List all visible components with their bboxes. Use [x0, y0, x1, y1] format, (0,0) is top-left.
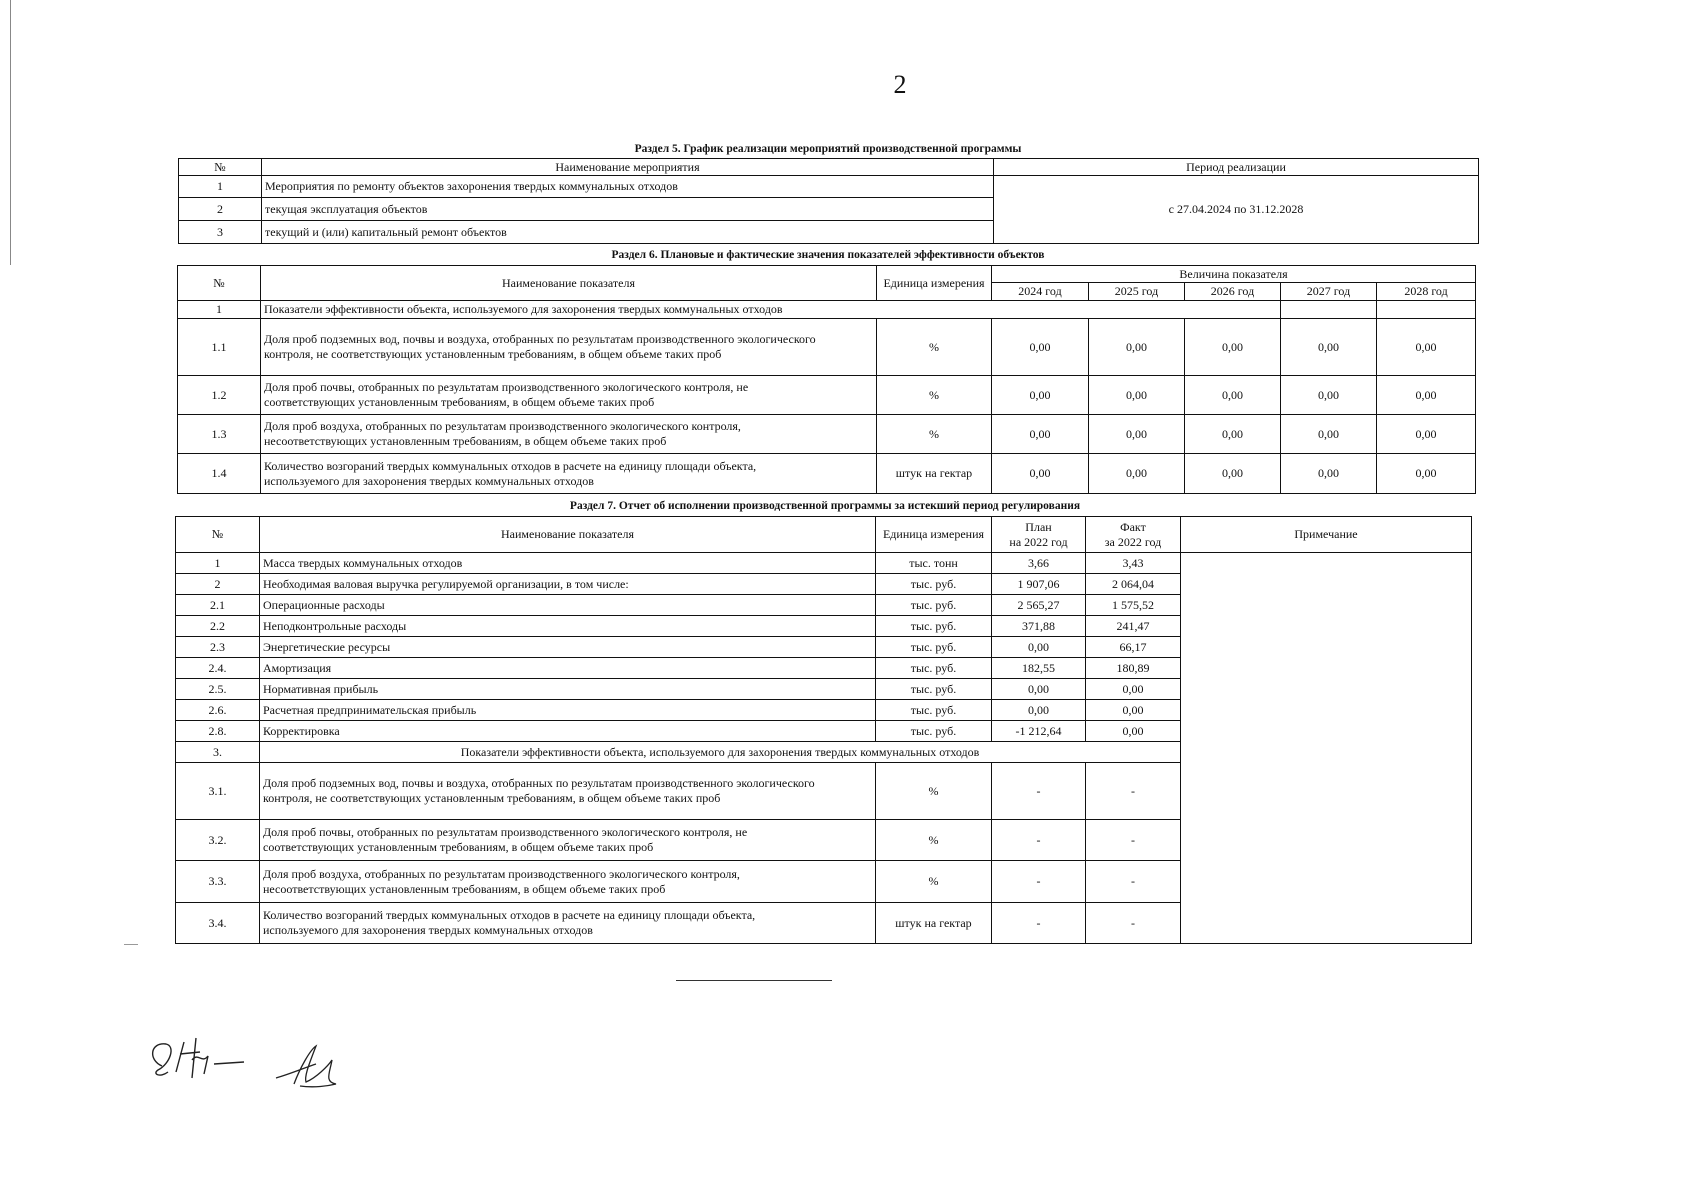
s6-row-value: 0,00: [1377, 376, 1476, 415]
s7-row-fact: 0,00: [1086, 721, 1181, 742]
s7-row-unit: тыс. руб.: [876, 658, 992, 679]
s7-row-plan: 0,00: [992, 679, 1086, 700]
s7-row-name: Амортизация: [260, 658, 876, 679]
s7-row-name: Доля проб почвы, отобранных по результатам производственного экологического контроля, не соответствующих установленным требованиям, в общем объеме таких проб: [260, 820, 876, 861]
s7-row-fact: 66,17: [1086, 637, 1181, 658]
s7-row-fact: -: [1086, 861, 1181, 903]
s7-row-name: Нормативная прибыль: [260, 679, 876, 700]
s7-row-fact: -: [1086, 820, 1181, 861]
s7-row-unit: %: [876, 763, 992, 820]
s6-group-empty-cell: [1281, 301, 1377, 319]
s7-row-unit: тыс. руб.: [876, 616, 992, 637]
s7-row-unit: тыс. руб.: [876, 700, 992, 721]
s6-row-value: 0,00: [1281, 415, 1377, 454]
s6-row-value: 0,00: [1281, 376, 1377, 415]
s7-header-fact: Факт за 2022 год: [1086, 517, 1181, 553]
s7-header-unit: Единица измерения: [876, 517, 992, 553]
s7-header-no: №: [176, 517, 260, 553]
s7-row-no: 3.1.: [176, 763, 260, 820]
s7-row-plan: 2 565,27: [992, 595, 1086, 616]
s7-row-fact: 3,43: [1086, 553, 1181, 574]
s7-row-fact: 241,47: [1086, 616, 1181, 637]
s7-row-plan: 0,00: [992, 637, 1086, 658]
s7-row-unit: тыс. тонн: [876, 553, 992, 574]
s5-row-no: 2: [179, 198, 262, 221]
s6-header-year: 2025 год: [1089, 283, 1185, 301]
section5-title: Раздел 5. График реализации мероприятий производственной программы: [634, 143, 1022, 155]
s7-row-unit: тыс. руб.: [876, 595, 992, 616]
s7-row-name: Операционные расходы: [260, 595, 876, 616]
section6-title: Раздел 6. Плановые и фактические значения показателей эффективности объектов: [611, 249, 1045, 261]
s7-row-no: 3.4.: [176, 903, 260, 944]
s6-row-no: 1.3: [178, 415, 261, 454]
s7-row-name: Доля проб воздуха, отобранных по результатам производственного экологического контроля, несоответствующих установленным требованиям, в общем объеме таких проб: [260, 861, 876, 903]
s6-row-value: 0,00: [1185, 415, 1281, 454]
s6-header-unit: Единица измерения: [877, 266, 992, 301]
s6-row-value: 0,00: [1377, 454, 1476, 494]
s7-header-name: Наименование показателя: [260, 517, 876, 553]
s6-row-value: 0,00: [1185, 319, 1281, 376]
s7-row-no: 2.2: [176, 616, 260, 637]
s6-row-value: 0,00: [992, 376, 1089, 415]
s7-row-no: 2.4.: [176, 658, 260, 679]
s5-header-no: №: [179, 159, 262, 176]
section6-table: [177, 265, 1476, 494]
s7-row-name: Количество возгораний твердых коммунальных отходов в расчете на единицу площади объекта, используемого для захоронения твердых коммунальных отходов: [260, 903, 876, 944]
s7-row-plan: 3,66: [992, 553, 1086, 574]
s6-header-no: №: [178, 266, 261, 301]
s6-group-no: 1: [178, 301, 261, 319]
s6-row-unit: %: [877, 376, 992, 415]
s6-header-value: Величина показателя: [992, 266, 1476, 283]
s7-row-unit: штук на гектар: [876, 903, 992, 944]
handwritten-signature-2: [270, 1038, 360, 1094]
s7-row-plan: 0,00: [992, 700, 1086, 721]
s5-header-period: Период реализации: [994, 159, 1479, 176]
s6-row-value: 0,00: [1089, 376, 1185, 415]
s7-header-note: Примечание: [1181, 517, 1472, 553]
s7-row-no: 2: [176, 574, 260, 595]
s6-row-no: 1.1: [178, 319, 261, 376]
s7-row-unit: %: [876, 820, 992, 861]
s6-row-unit: %: [877, 319, 992, 376]
footer-rule: [676, 980, 832, 981]
s6-row-value: 0,00: [1089, 319, 1185, 376]
s6-row-value: 0,00: [1377, 415, 1476, 454]
s7-row-name: Масса твердых коммунальных отходов: [260, 553, 876, 574]
s7-row-no: 2.1: [176, 595, 260, 616]
scan-edge-tick: [124, 944, 138, 945]
s7-row-plan: -1 212,64: [992, 721, 1086, 742]
s7-row-name: Расчетная предпринимательская прибыль: [260, 700, 876, 721]
s7-row-plan: -: [992, 820, 1086, 861]
s7-row-no: 3.2.: [176, 820, 260, 861]
s5-row-no: 1: [179, 176, 262, 198]
s5-row-name: Мероприятия по ремонту объектов захоронения твердых коммунальных отходов: [262, 176, 994, 198]
s7-row-fact: 180,89: [1086, 658, 1181, 679]
s6-row-value: 0,00: [1281, 319, 1377, 376]
s6-row-value: 0,00: [1281, 454, 1377, 494]
section7-title: Раздел 7. Отчет об исполнении производственной программы за истекший период регулирования: [569, 500, 1081, 512]
s6-header-year: 2026 год: [1185, 283, 1281, 301]
s7-row-name: Неподконтрольные расходы: [260, 616, 876, 637]
s6-row-name: Доля проб подземных вод, почвы и воздуха, отобранных по результатам производственного экологического контроля, не соответствующих установленным требованиям, в общем объеме таких проб: [261, 319, 877, 376]
s6-row-value: 0,00: [1185, 376, 1281, 415]
scan-edge-line: [10, 0, 11, 265]
s7-row-name: Корректировка: [260, 721, 876, 742]
s7-header-plan: План на 2022 год: [992, 517, 1086, 553]
s6-row-no: 1.4: [178, 454, 261, 494]
s7-row-name: Энергетические ресурсы: [260, 637, 876, 658]
s5-row-no: 3: [179, 221, 262, 244]
s7-row-fact: 0,00: [1086, 679, 1181, 700]
handwritten-signature-1: [140, 1030, 270, 1090]
s7-row-fact: 2 064,04: [1086, 574, 1181, 595]
s6-row-value: 0,00: [992, 415, 1089, 454]
s6-row-value: 0,00: [992, 319, 1089, 376]
s7-row-no: 2.8.: [176, 721, 260, 742]
s6-header-year: 2024 год: [992, 283, 1089, 301]
s7-row-plan: -: [992, 861, 1086, 903]
s7-row-unit: тыс. руб.: [876, 721, 992, 742]
page-number: 2: [893, 70, 907, 99]
s6-row-unit: %: [877, 415, 992, 454]
s6-row-name: Доля проб воздуха, отобранных по результатам производственного экологического контроля, несоответствующих установленным требованиям, в общем объеме таких проб: [261, 415, 877, 454]
s6-row-value: 0,00: [992, 454, 1089, 494]
s5-row-name: текущий и (или) капитальный ремонт объектов: [262, 221, 994, 244]
s7-row-plan: 182,55: [992, 658, 1086, 679]
s7-group-name: Показатели эффективности объекта, используемого для захоронения твердых коммунальных отходов: [260, 742, 1181, 763]
s7-row-fact: 1 575,52: [1086, 595, 1181, 616]
s6-row-no: 1.2: [178, 376, 261, 415]
s6-header-year: 2028 год: [1377, 283, 1476, 301]
s5-header-name: Наименование мероприятия: [262, 159, 994, 176]
s7-row-name: Необходимая валовая выручка регулируемой организации, в том числе:: [260, 574, 876, 595]
s7-row-unit: тыс. руб.: [876, 574, 992, 595]
s6-row-name: Количество возгораний твердых коммунальных отходов в расчете на единицу площади объекта, используемого для захоронения твердых коммунальных отходов: [261, 454, 877, 494]
s6-header-year: 2027 год: [1281, 283, 1377, 301]
s6-header-name: Наименование показателя: [261, 266, 877, 301]
s6-group-empty-cell: [1377, 301, 1476, 319]
s7-row-plan: -: [992, 903, 1086, 944]
s6-row-value: 0,00: [1377, 319, 1476, 376]
s7-row-plan: -: [992, 763, 1086, 820]
s7-row-no: 2.3: [176, 637, 260, 658]
section5-table: [178, 158, 1479, 244]
s6-group-name: Показатели эффективности объекта, используемого для захоронения твердых коммунальных отходов: [261, 301, 1281, 319]
s7-group-no: 3.: [176, 742, 260, 763]
s7-row-unit: тыс. руб.: [876, 679, 992, 700]
s7-note-cell: [1181, 553, 1472, 944]
s6-row-unit: штук на гектар: [877, 454, 992, 494]
s6-row-value: 0,00: [1089, 415, 1185, 454]
s7-row-plan: 1 907,06: [992, 574, 1086, 595]
s7-row-no: 3.3.: [176, 861, 260, 903]
s7-row-no: 2.5.: [176, 679, 260, 700]
s5-row-name: текущая эксплуатация объектов: [262, 198, 994, 221]
s7-row-fact: -: [1086, 903, 1181, 944]
s7-row-name: Доля проб подземных вод, почвы и воздуха, отобранных по результатам производственного экологического контроля, не соответствующих установленным требованиям, в общем объеме таких проб: [260, 763, 876, 820]
s7-row-fact: 0,00: [1086, 700, 1181, 721]
s7-row-plan: 371,88: [992, 616, 1086, 637]
s7-row-no: 2.6.: [176, 700, 260, 721]
s7-row-unit: тыс. руб.: [876, 637, 992, 658]
s7-row-unit: %: [876, 861, 992, 903]
s7-row-fact: -: [1086, 763, 1181, 820]
s5-period-value: с 27.04.2024 по 31.12.2028: [994, 176, 1479, 244]
s6-row-value: 0,00: [1185, 454, 1281, 494]
s6-row-value: 0,00: [1089, 454, 1185, 494]
s7-row-no: 1: [176, 553, 260, 574]
section7-table: [175, 516, 1472, 944]
s6-row-name: Доля проб почвы, отобранных по результатам производственного экологического контроля, не соответствующих установленным требованиям, в общем объеме таких проб: [261, 376, 877, 415]
